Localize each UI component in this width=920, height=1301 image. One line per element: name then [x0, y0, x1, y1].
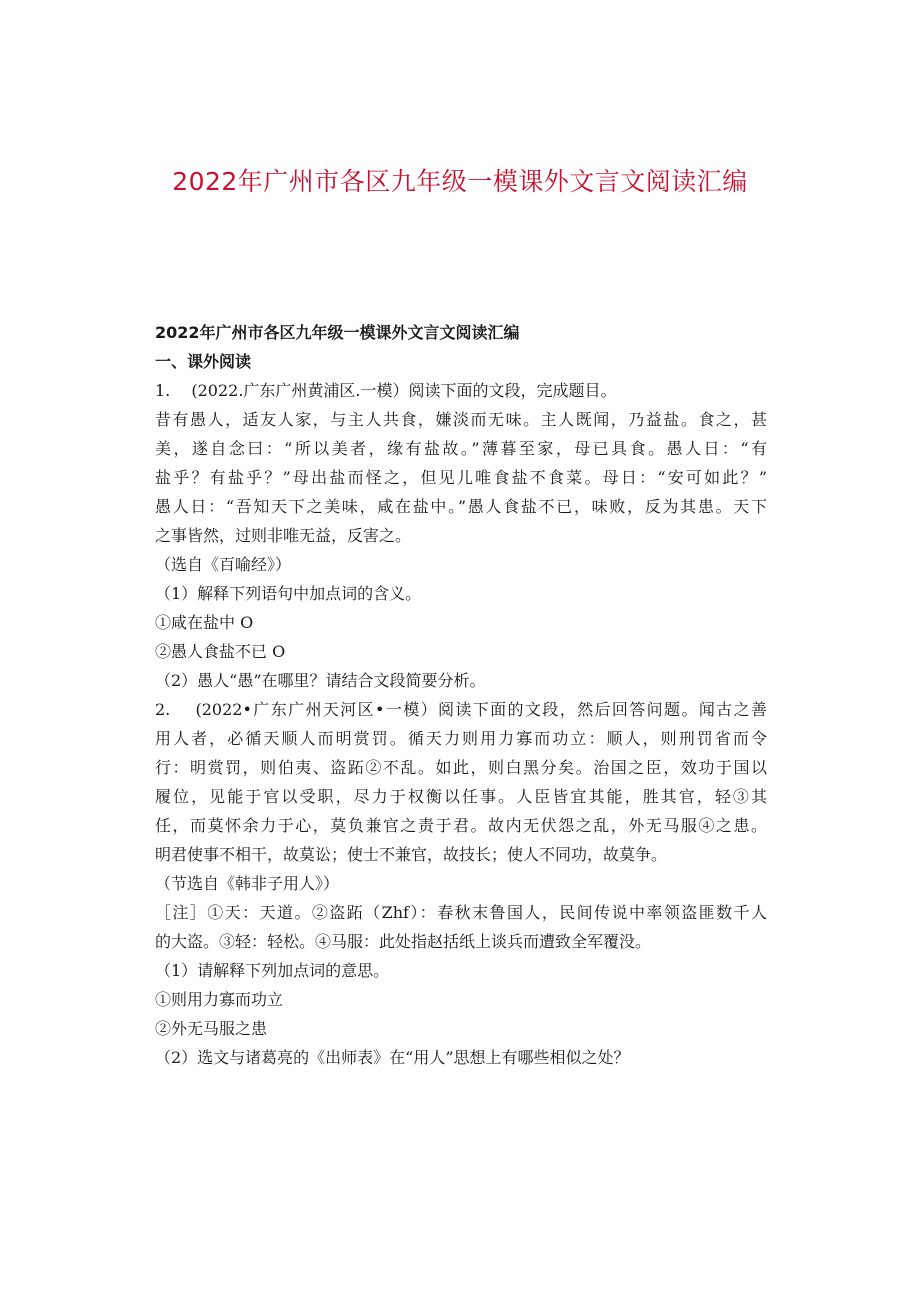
question-1-item-2: ②愚人食盐不已 O	[155, 642, 286, 661]
passage-2-source: （节选自《韩非子用人》）	[155, 874, 340, 893]
passage-2-line-3: 履位，见能于官以受职，尽力于权衡以任事。人臣皆宜其能，胜其官，轻③其	[155, 787, 767, 806]
question-2-item-1: ①则用力寡而功立	[155, 990, 284, 1009]
question-2-part-1: （1）请解释下列加点词的意思。	[155, 961, 390, 980]
passage-1-line-4: 愚人日：“吾知天下之美味，咸在盐中。”愚人食盐不已，味败，反为其患。天下	[155, 497, 767, 516]
passage-1-line-2: 美，遂自念曰：“所以美者，缘有盐故。”薄暮至家，母已具食。愚人日：“有	[155, 439, 767, 458]
passage-2-line-4: 任，而莫怀余力于心，莫负兼官之责于君。故内无伏怨之乱，外无马服④之患。	[155, 816, 767, 835]
question-2-part-2: （2）选文与诸葛亮的《出师表》在“用人”思想上有哪些相似之处？	[155, 1048, 630, 1067]
section-heading: 一、课外阅读	[155, 352, 252, 371]
passage-1-line-3: 盐乎？有盐乎？”母出盐而怪之，但见儿唯食盐不食菜。母日：“安可如此？”	[155, 468, 767, 487]
question-1-part-2: （2）愚人“愚”在哪里？请结合文段简要分析。	[155, 671, 486, 690]
passage-2-notes-line-1: ［注］①天：天道。②盗跖（Zhf）：春秋末鲁国人，民间传说中率领盗匪数千人	[155, 903, 767, 922]
document-title: 2022年广州市各区九年级一模课外文言文阅读汇编	[172, 167, 748, 196]
passage-2-line-2: 行：明赏罚，则伯夷、盗跖②不乱。如此，则白黑分矣。治国之臣，效功于国以	[155, 758, 767, 777]
passage-1-line-5: 之事皆然，过则非唯无益，反害之。	[155, 526, 412, 545]
question-2-item-2: ②外无马服之患	[155, 1019, 268, 1038]
document-subtitle: 2022年广州市各区九年级一模课外文言文阅读汇编	[155, 323, 520, 342]
question-1-header: 1. (2022.广东广州黄浦区.一模）阅读下面的文段，完成题目。	[155, 381, 617, 400]
passage-1-line-1: 昔有愚人，适友人家，与主人共食，嫌淡而无味。主人既闻，乃益盐。食之，甚	[155, 410, 767, 429]
passage-1-source: （选自《百喻经》）	[155, 555, 292, 574]
question-1-item-1: ①咸在盐中 O	[155, 613, 254, 632]
question-1-part-1: （1）解释下列语句中加点词的含义。	[155, 584, 422, 603]
document-body	[155, 318, 767, 1072]
passage-2-line-5: 明君使事不相干，故莫讼；使士不兼官，故技长；使人不同功，故莫争。	[155, 845, 668, 864]
passage-2-line-1: 用人者，必循天顺人而明赏罚。循天力则用力寡而功立：顺人，则刑罚省而令	[155, 729, 767, 748]
passage-2-notes-line-2: 的大盗。③轻：轻松。④马服：此处指赵括纸上谈兵而遭致全军覆没。	[155, 932, 652, 951]
question-2-header: 2. (2022•广东广州天河区•一模）阅读下面的文段，然后回答问题。闻古之善	[155, 700, 767, 719]
